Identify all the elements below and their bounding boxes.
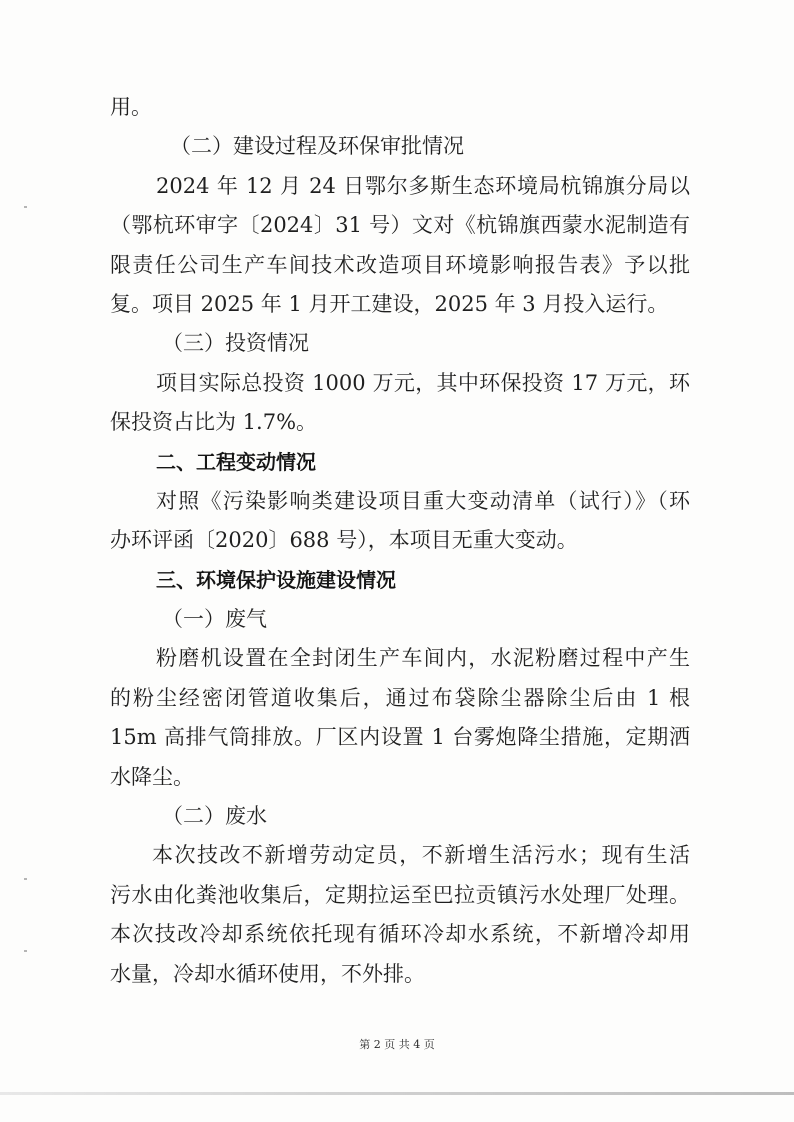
text-line: 项目实际总投资 1000 万元，其中环保投资 17 万元，环	[156, 370, 690, 395]
text-line: 水量，冷却水循环使用，不外排。	[110, 961, 425, 986]
text-line: 水降尘。	[110, 764, 194, 789]
section-heading: 三、环境保护设施建设情况	[156, 567, 396, 592]
document-body	[110, 88, 690, 994]
text-line: 2024 年 12 月 24 日鄂尔多斯生态环境局杭锦旗分局以	[156, 173, 690, 198]
text-line: 办环评函〔2020〕688 号），本项目无重大变动。	[110, 528, 578, 553]
text-line: 用。	[110, 95, 152, 119]
text-line: 本次技改不新增劳动定员，不新增生活污水；现有生活	[152, 843, 690, 868]
text-line: 保投资占比为 1.7%。	[110, 410, 318, 435]
text-line: 15m 高排气筒排放。厂区内设置 1 台雾炮降尘措施，定期洒	[110, 725, 690, 750]
scan-speck	[24, 950, 27, 952]
text-line: （鄂杭环审字〔2024〕31 号）文对《杭锦旗西蒙水泥制造有	[110, 213, 690, 238]
section-heading: 二、工程变动情况	[156, 449, 316, 474]
text-line: 复。项目 2025 年 1 月开工建设，2025 年 3 月投入运行。	[110, 291, 669, 316]
scan-edge-line	[0, 1092, 794, 1095]
section-subheading: （三）投资情况	[162, 331, 309, 356]
section-subheading: （一）废气	[162, 607, 267, 632]
text-line: 限责任公司生产车间技术改造项目环境影响报告表》予以批	[110, 252, 690, 277]
scan-speck	[24, 878, 27, 880]
section-subheading: （二）建设过程及环保审批情况	[170, 134, 464, 159]
section-subheading: （二）废水	[162, 804, 267, 829]
text-line: 的粉尘经密闭管道收集后，通过布袋除尘器除尘后由 1 根	[110, 685, 690, 710]
text-line: 对照《污染影响类建设项目重大变动清单（试行）》（环	[156, 488, 690, 513]
page-number: 第 2 页 共 4 页	[359, 1038, 435, 1051]
text-line: 本次技改冷却系统依托现有循环冷却水系统，不新增冷却用	[110, 922, 690, 947]
text-line: 粉磨机设置在全封闭生产车间内，水泥粉磨过程中产生	[156, 646, 690, 671]
scan-speck	[24, 206, 27, 208]
text-line: 污水由化粪池收集后，定期拉运至巴拉贡镇污水处理厂处理。	[110, 882, 690, 907]
